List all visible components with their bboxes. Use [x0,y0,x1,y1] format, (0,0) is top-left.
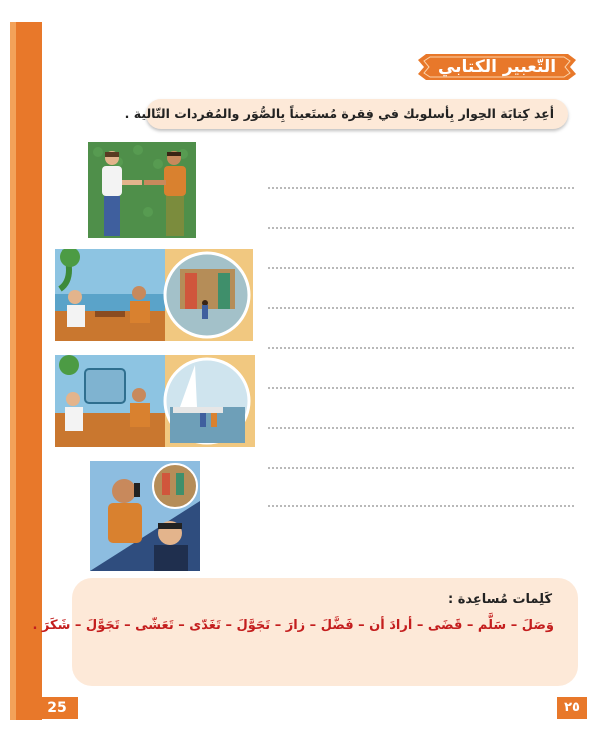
page-number-left: 25 [36,697,78,719]
phone-call-picture [90,461,200,571]
writing-line[interactable] [268,347,574,349]
writing-line[interactable] [268,467,574,469]
instruction-banner [124,99,568,129]
cafe-and-harbor-picture [55,355,255,447]
instruction-text: أعِد كِتابَة الحِوار بِأسلوبك في فِقرة مُستَعيناً بِالصُّوَر والمُفردات التّالية . [124,106,554,121]
writing-line[interactable] [268,387,574,389]
handshake-picture [88,142,196,238]
section-title: التّعبير الكتابي [437,57,557,77]
help-words-title: كَلِمات مُساعِدة : [448,592,552,607]
cafe-and-market-picture [55,249,253,341]
writing-line[interactable] [268,307,574,309]
help-words-list: وَصَلَ – سَلَّم – قَضَى – أرادَ أن – فَضَّلَ – زارَ – تَجَوَّلَ – تَغَدّى – تَعَشّى – تَجَوَّلَ – شَكَرَ . [32,618,554,633]
page-number-right: ٢٥ [557,697,587,719]
left-margin-bar-highlight [10,22,16,720]
help-words-box [32,578,578,686]
section-title-badge [418,50,576,84]
writing-line[interactable] [268,187,574,189]
writing-line[interactable] [268,267,574,269]
writing-line[interactable] [268,505,574,507]
writing-line[interactable] [268,427,574,429]
writing-line[interactable] [268,227,574,229]
left-margin-bar [10,22,42,720]
